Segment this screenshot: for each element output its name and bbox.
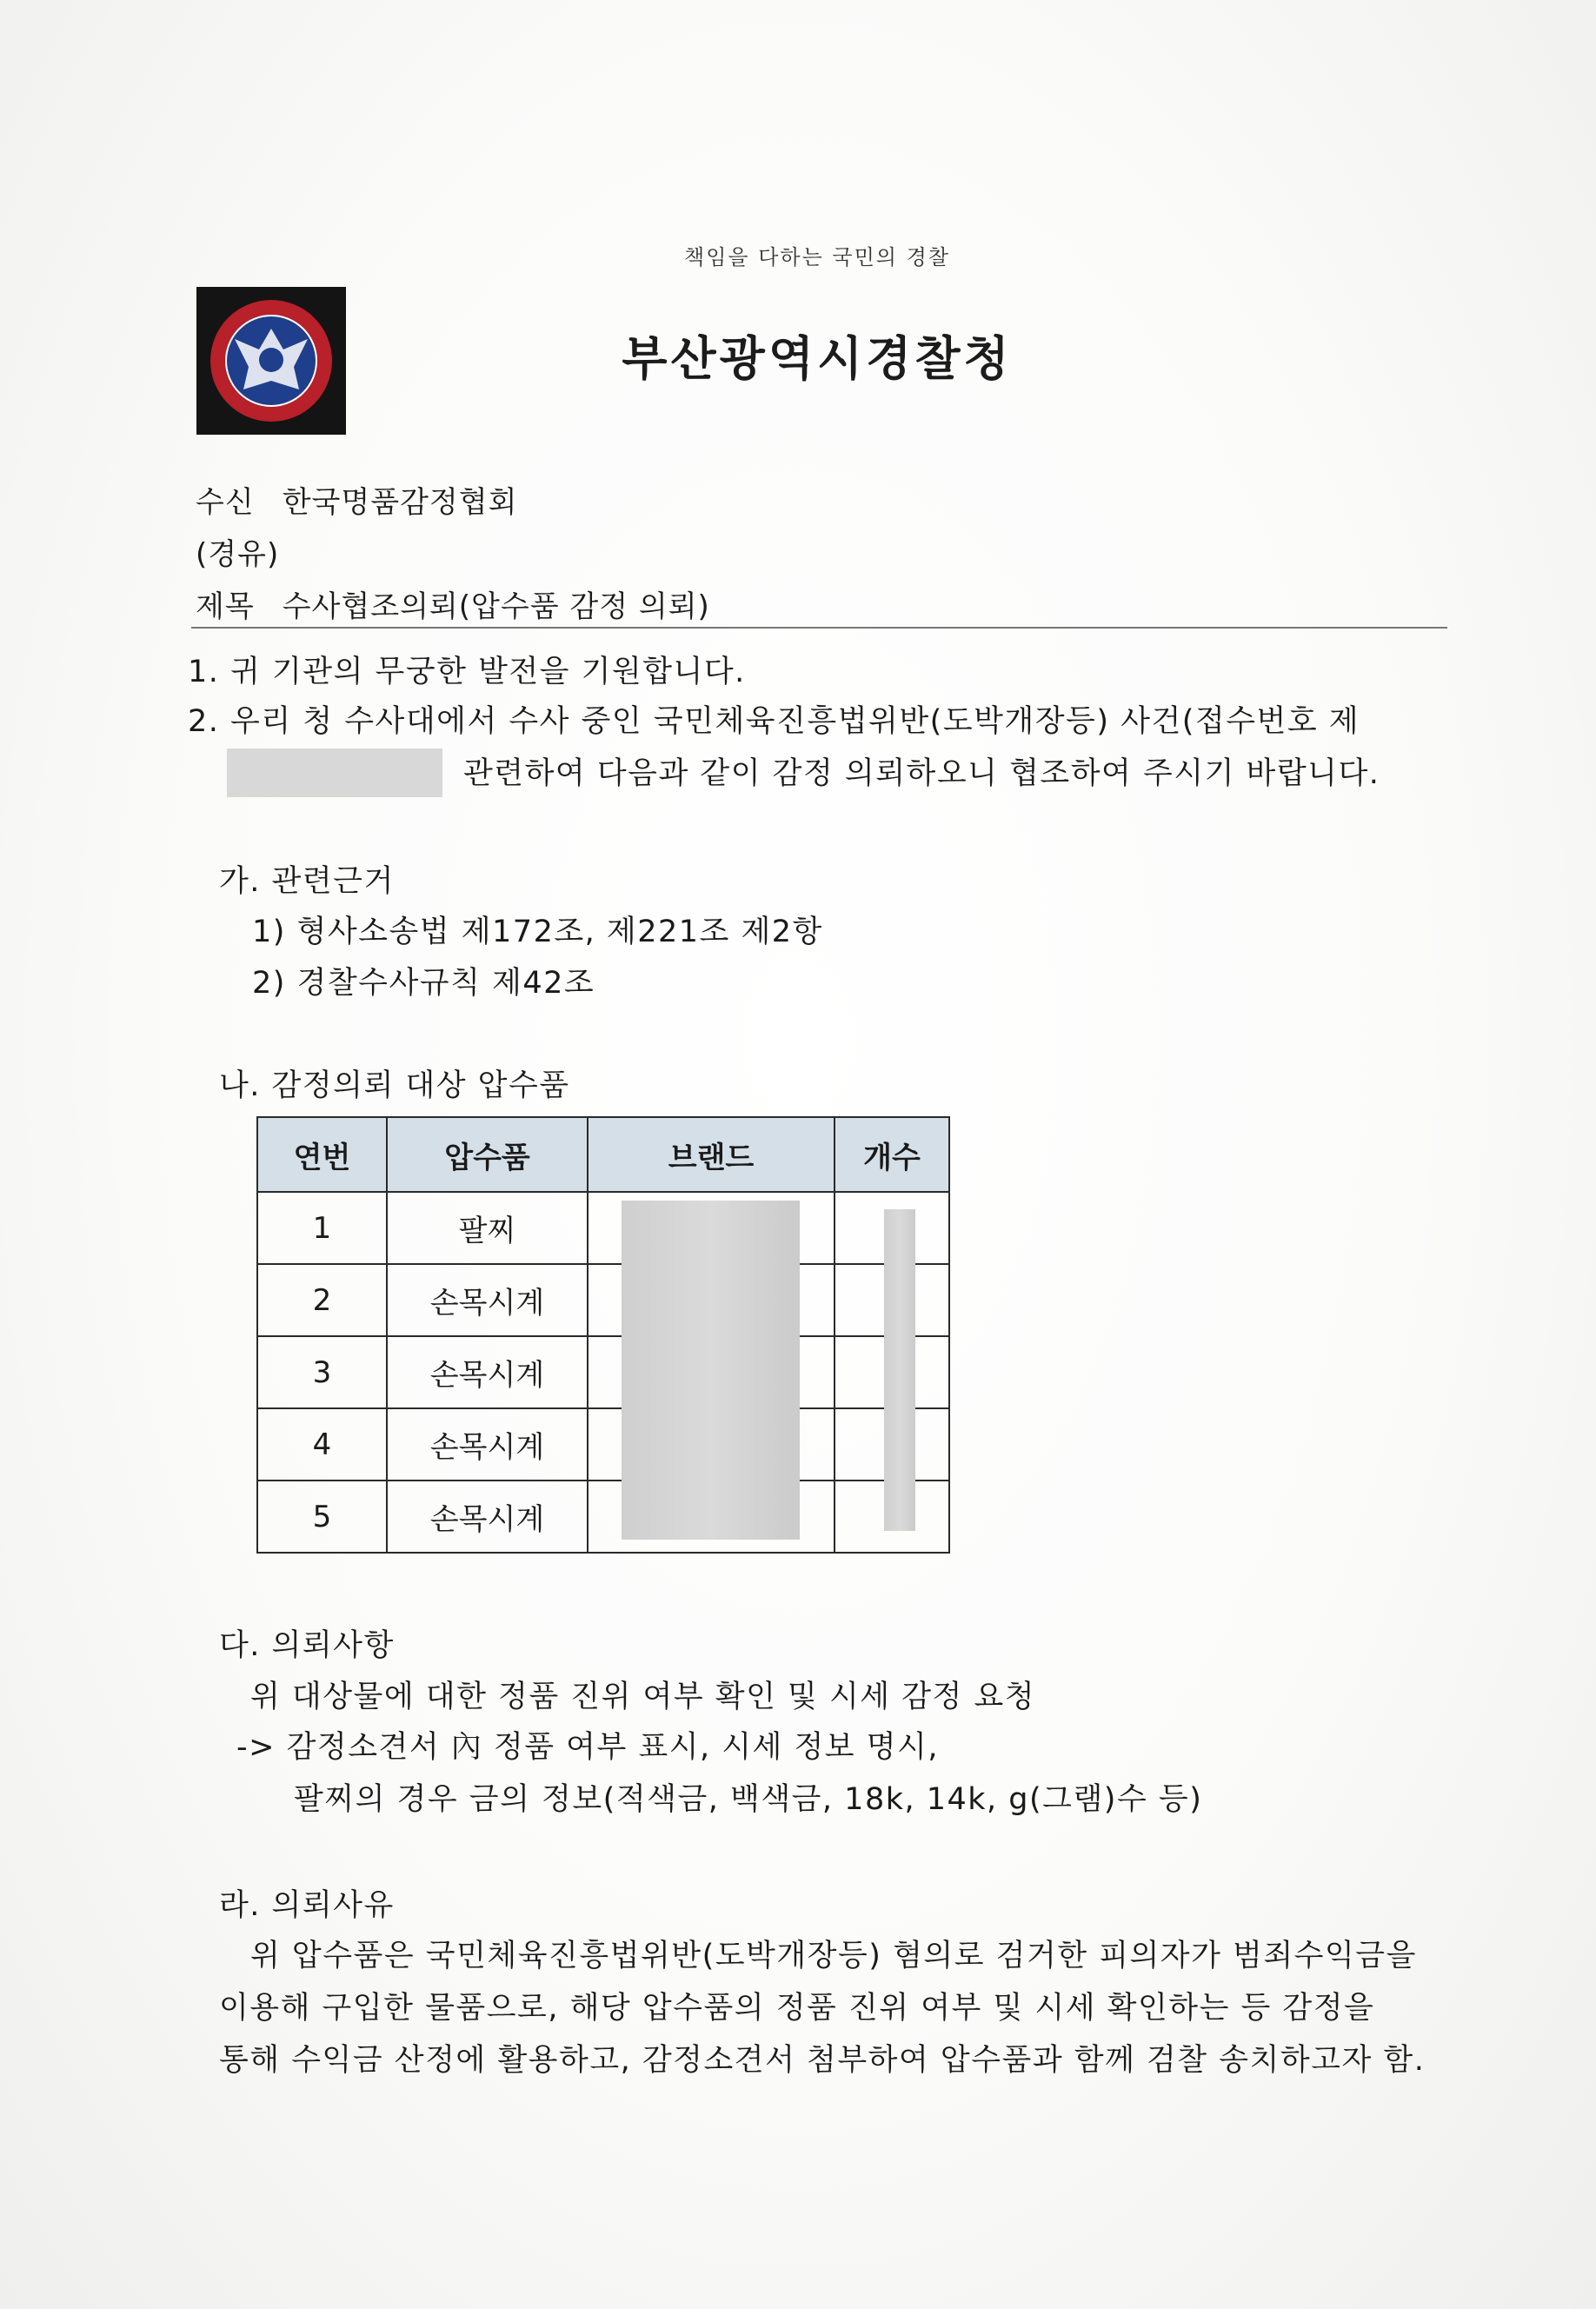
table-header-row — [257, 1117, 949, 1192]
org-title: 부산광역시경찰청 — [622, 331, 1013, 386]
subject-label: 제목 — [196, 589, 255, 624]
redacted-case-number — [227, 749, 442, 797]
section-a-item-1: 1) 형사소송법 제172조, 제221조 제2항 — [252, 915, 823, 949]
table-row — [257, 1264, 949, 1336]
section-d-line-3: 통해 수익금 산정에 활용하고, 감정소견서 첨부하여 압수품과 함께 검찰 송치하고자 함. — [219, 2043, 1426, 2078]
seized-items-table — [256, 1116, 950, 1554]
col-header-count: 개수 — [835, 1117, 949, 1192]
section-c-line-2: -> 감정소견서 內 정품 여부 표시, 시세 정보 명시, — [236, 1730, 939, 1765]
section-d-line-1: 위 압수품은 국민체육진흥법위반(도박개장등) 혐의로 검거한 피의자가 범죄수익금을 — [250, 1939, 1417, 1973]
section-d-line-2: 이용해 구입한 물품으로, 해당 압수품의 정품 진위 여부 및 시세 확인하는 등 감정을 — [219, 1991, 1375, 2026]
table-row — [257, 1192, 949, 1264]
row-item: 손목시계 — [387, 1481, 588, 1553]
row-no: 1 — [257, 1192, 387, 1264]
col-header-brand: 브랜드 — [588, 1117, 835, 1192]
section-a-item-2: 2) 경찰수사규칙 제42조 — [252, 966, 595, 1001]
section-b-heading: 나. 감정의뢰 대상 압수품 — [219, 1068, 570, 1103]
row-no: 2 — [257, 1264, 387, 1336]
table-row — [257, 1481, 949, 1553]
recipient-value: 한국명품감정협회 — [282, 485, 518, 520]
redacted-count-column — [884, 1209, 915, 1531]
section-a-heading: 가. 관련근거 — [219, 864, 395, 899]
paragraph-2-line-1: 2. 우리 청 수사대에서 수사 중인 국민체육진흥법위반(도박개장등) 사건(접수번호 제 — [188, 704, 1360, 739]
recipient-label: 수신 — [196, 485, 255, 520]
row-no: 3 — [257, 1336, 387, 1408]
header-divider — [191, 627, 1447, 629]
section-d-heading: 라. 의뢰사유 — [219, 1888, 395, 1923]
section-c-line-1: 위 대상물에 대한 정품 진위 여부 확인 및 시세 감정 요청 — [250, 1680, 1036, 1714]
row-item: 손목시계 — [387, 1408, 588, 1481]
row-item: 손목시계 — [387, 1336, 588, 1408]
recipient-row — [196, 478, 517, 521]
col-header-no: 연번 — [257, 1117, 387, 1192]
paragraph-1: 1. 귀 기관의 무궁한 발전을 기원합니다. — [188, 655, 746, 689]
subject-row — [196, 582, 710, 625]
row-item: 손목시계 — [387, 1264, 588, 1336]
row-item: 팔찌 — [387, 1192, 588, 1264]
via-row — [196, 530, 279, 573]
subject-value: 수사협조의뢰(압수품 감정 의뢰) — [282, 589, 710, 624]
table-row — [257, 1336, 949, 1408]
paragraph-2-line-2: 관련하여 다음과 같이 감정 의뢰하오니 협조하여 주시기 바랍니다. — [463, 756, 1380, 791]
col-header-item: 압수품 — [387, 1117, 588, 1192]
section-c-line-3: 팔찌의 경우 금의 정보(적색금, 백색금, 18k, 14k, g(그램)수 등) — [294, 1782, 1203, 1817]
row-no: 5 — [257, 1481, 387, 1553]
section-c-heading: 다. 의뢰사항 — [219, 1628, 395, 1663]
row-no: 4 — [257, 1408, 387, 1481]
table-row — [257, 1408, 949, 1481]
via-label: (경유) — [196, 537, 280, 572]
redacted-brand-column — [622, 1201, 800, 1540]
motto: 책임을 다하는 국민의 경찰 — [684, 245, 950, 269]
